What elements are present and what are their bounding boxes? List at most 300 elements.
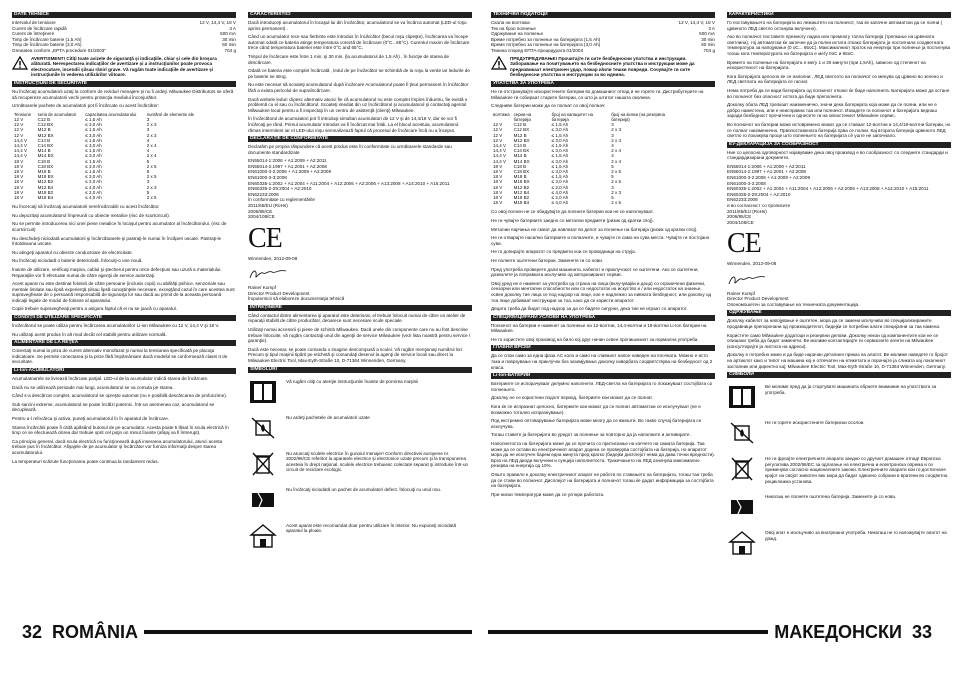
- language-title: ROMÂNIA: [52, 621, 139, 642]
- safety-paragraph: Не го допирајте апаратот со предмети кои се проводници на струја.: [491, 249, 636, 255]
- place-date: Winnenden, 2012-09-08: [248, 255, 298, 261]
- damaged-battery-icon: [727, 494, 757, 520]
- declaration-intro: Ние со целосна одговорност изјавуваме дека овој производ е во сообразност со следните стандарди и стандардизирани документи.: [727, 149, 948, 161]
- table-cell: 5: [611, 174, 614, 180]
- table-cell: 3: [611, 184, 614, 190]
- table-cell: ≤ 4,0 Ah: [85, 194, 102, 200]
- standard-item: EN60335-1:2002 + A1:2004 + A11:2004 + A12:2006 + A2:2006 + A13:2008 + A14:2010 + A15:2011: [248, 180, 450, 186]
- table-header: capacitatea acumulatorului: [85, 111, 137, 117]
- table-row: [491, 200, 681, 205]
- maintenance-header: ÎNTREŢINERE: [248, 305, 472, 311]
- table-cell: 12 V: [493, 127, 503, 133]
- table-cell: 12 V: [14, 116, 24, 122]
- table-cell: 18 V: [14, 189, 24, 195]
- table-header: numărul de elemente ale: [146, 111, 195, 117]
- page-number: 33: [911, 621, 932, 642]
- standard-item: 2011/65/EU (RoHs): [248, 203, 288, 209]
- warning-triangle-icon: [12, 56, 28, 70]
- tech-value: 12 V, 14,4 V, 18 V: [199, 20, 236, 25]
- standard-item: EN60335-2-29:2004 + A2:2010: [727, 191, 791, 197]
- table-cell: 3: [146, 116, 150, 122]
- mains-header: ALIMENTARE DE LA REŢEA: [12, 340, 236, 346]
- battery-table: [491, 112, 681, 206]
- symbol-text: Овој апат е искључиво за внатрешна употреба. Никогаш не го изложувајте апатот на дожд.: [765, 530, 947, 541]
- table-cell: ≤ 3,0 Ah: [551, 137, 569, 143]
- feature-paragraph: Când un acumulator rece sau fierbinte este introdus în încărcător (becul roşu clipeşte), încărcarea va începe automat odată ce bateria atinge temperatura corectă de încărcare (0°C...65°C). Curentul maxim de încărcare trece când temperatura bateriei este între 0°C and 65°C.: [248, 34, 470, 51]
- table-cell: M18 BX: [37, 174, 54, 180]
- standard-item: EN61000-3-3:2008: [248, 175, 287, 181]
- table-cell: C14 BX: [37, 142, 54, 148]
- table-cell: M18 B4: [513, 200, 530, 206]
- table-cell: 4: [611, 142, 614, 148]
- safety-paragraph: Пред употреба проверете дали машината, кабелот и приклучокот се оштетени. Ако се оштетени, дозволете ја поправката исклучиво од авторизиранот сервис.: [491, 266, 699, 278]
- symbol-text: Vă rugăm citiţi cu atenţie instrucţiunile înainte de pornirea maşinii: [286, 378, 419, 384]
- no-fire-battery-icon: [248, 415, 278, 441]
- table-cell: M18 B4: [37, 194, 54, 200]
- ce-mark: CE: [248, 222, 282, 254]
- feature-paragraph: Доколку обата ЛЕД трепкаат наизменично, значи дека батеријата која може да се полни, или не е добро наместена, или е неисправна таа или полначот. Извадете ги полначот и батеријата веднаш заради безбедност прочитени и однесете ги на овластениот Milwaukee сервис.: [727, 102, 937, 119]
- safety-header: INSTRUCŢIUNI DE SECURITATE: [12, 81, 236, 87]
- tech-label: Curent de întreţinere: [12, 31, 55, 37]
- symbol-row: [248, 523, 472, 549]
- warning-triangle-icon: [491, 56, 507, 70]
- table-cell: 2 x 5: [611, 179, 621, 185]
- tech-label: Timp de încărcare baterie (1,5 Ah): [12, 36, 82, 42]
- safety-paragraphs: [12, 204, 236, 312]
- table-cell: 3: [611, 132, 614, 138]
- symbols-header: СИМБОЛИ: [727, 372, 951, 378]
- language-title: МАКЕДОНСКИ: [774, 621, 902, 642]
- table-cell: ≤ 3,0 Ah: [551, 148, 569, 154]
- tech-value: 704 g: [703, 47, 715, 53]
- features-header: КАРАКТЕРИСТИКИ: [727, 12, 951, 18]
- table-row: [12, 195, 202, 200]
- maintenance-paragraph: Utilizaţi numai accesorii şi piese de schimb Milwaukee. Dacă unele din componente care nu au fost descrise trebuie înlocuite, vă rugăm contactaţi unul din agenţii de service Milwaukee (vezi lista noastră pentru service / garanţie).: [248, 326, 471, 344]
- standard-item: EN55014-1:2006 + A1:2009 + A2:2011: [727, 163, 806, 169]
- table-cell: ≤ 2,0 Ah: [85, 189, 102, 195]
- signer-title: Director Product Development: [727, 296, 789, 302]
- li-ion-paragraph: Sub sarcini extreme, acumulatorul se poate încălzi puternic. Într-un asemenea caz, acumulatorul se decuplează.: [12, 401, 215, 413]
- ce-mark: CE: [727, 228, 761, 260]
- tech-value: 500 mA: [220, 31, 236, 37]
- table-header: Tensiune: [14, 111, 32, 117]
- place-date: Winnenden, 2012-09-08: [727, 261, 777, 267]
- feature-paragraph: Dacă ambele leduri clipesc alternativ atunci fie că acumulatorul nu este complet împins înăuntru, fie există o problemă cu el sau cu încărcătorul. Scoateţi imediat din uz încărcătorul şi acumulatorul şi contactaţi agentul Milwaukee local pentru a fi inspectaţi în un centru de asistenţă (clienţi) Milwaukee.: [248, 96, 468, 113]
- tech-label: Curent de încărcare rapidă: [12, 25, 67, 31]
- li-ion-paragraph: Под екстремно оптоварување батеријата може многу да се вжешти. Во такво случај батеријата се исклучува.: [491, 418, 702, 429]
- table-cell: C12 B: [37, 116, 51, 122]
- battery-table: [12, 112, 202, 200]
- symbol-row: [727, 456, 951, 484]
- right-column: [491, 12, 715, 604]
- standard-item: EN60335-1:2002 + A1:2004 + A11:2004 + A12:2006 + A2:2006 + A13:2008 + A14:2010 + A15:2011: [727, 186, 929, 192]
- feature-paragraph: Dacă introduceţi acumulatorul în locaşul lui din încărcător, acumulatorul se va încărca automat (LED-ul roşu aprins permanent) .: [248, 20, 467, 31]
- footer-stripe: [144, 630, 472, 634]
- table-cell: ≤ 2,0 Ah: [551, 194, 569, 200]
- table-cell: 5: [611, 194, 614, 200]
- mains-header: ГЛАВНИ ВРСКИ: [491, 345, 715, 351]
- svg-text:i: i: [740, 393, 744, 404]
- standard-item: EN55014-2:1997 + A1:2001 + A2:2008: [248, 163, 327, 169]
- standard-item: 2004/108/CE: [248, 214, 275, 220]
- conditions-text: Полначот на батерии е наменет за полнење на 12-волтни, 14,4-волтни и 18-волтни Li-Ion батерии на Milwaukee.: [491, 322, 707, 334]
- li-ion-header: Li-Ion-ACUMULATORI: [12, 368, 236, 374]
- table-cell: 14,4 V: [493, 142, 507, 148]
- safety-batteries-intro: Următoarele pachete de acumulatori pot fi încărcate cu acest încărcător:: [12, 103, 160, 109]
- table-cell: 2 x 3: [146, 132, 157, 138]
- table-cell: 5: [146, 158, 150, 164]
- table-cell: ≤ 3,0 Ah: [551, 168, 569, 174]
- table-cell: ≤ 1,5 Ah: [85, 158, 102, 164]
- conditions-text-2: Nu utilizaţi acest produs în alt mod decât cel stabilit pentru utilizare normală.: [12, 331, 167, 337]
- table-cell: ≤ 4,0 Ah: [551, 189, 569, 195]
- table-cell: ≤ 1,5 Ah: [551, 142, 569, 148]
- tech-value: 30 min: [701, 36, 715, 42]
- declaration-header: DECLARAŢIE DE CONFORMITATE: [248, 136, 472, 142]
- table-cell: 18 V: [493, 163, 503, 169]
- feature-paragraph: Timpul de încărcare este între 1 min. şi 30 min. (la acumulatorul de 1,5 Ah) , în funcţie de starea de descărcare.: [248, 53, 450, 65]
- table-cell: 2 x 5: [146, 174, 157, 180]
- table-cell: ≤ 1,5 Ah: [85, 116, 102, 122]
- table-cell: 12 V: [493, 137, 503, 143]
- table-cell: 18 V: [14, 158, 24, 164]
- far-right-column: [727, 12, 951, 604]
- li-ion-paragraph: Доколку не се користени подолг период, батериите кои можат да се полнат.: [491, 395, 653, 401]
- tech-value: 30 min: [222, 36, 236, 42]
- table-cell: 4: [146, 148, 150, 154]
- maintenance-paragraphs: [248, 313, 472, 364]
- table-cell: ≤ 3,0 Ah: [85, 153, 102, 159]
- tech-value: 60 min: [701, 42, 715, 48]
- table-cell: 14,4 V: [14, 137, 28, 143]
- warning-block: [491, 56, 715, 78]
- page-number: 32: [22, 621, 43, 642]
- table-cell: ≤ 4,0 Ah: [85, 184, 102, 190]
- table-cell: M18 BX: [513, 179, 530, 185]
- declaration-header: ЕУ-ДЕКЛАРАЦИЈА ЗА СООБРАЗНОСТ: [727, 142, 951, 148]
- table-cell: 4: [611, 153, 614, 159]
- tech-label: Време потребно за полнење на батеријата (1,5 Ah): [491, 36, 601, 42]
- safety-paragraph: Со овој полнач не се обидувајте да полните батерии кои не се наполнуваат.: [491, 209, 654, 215]
- table-cell: ≤ 1,5 Ah: [551, 122, 569, 128]
- table-cell: ≤ 3,0 Ah: [85, 132, 102, 138]
- read-manual-icon: [248, 379, 278, 405]
- tech-value: 500 mA: [699, 31, 715, 37]
- read-manual-icon: [727, 384, 757, 410]
- table-cell: 3: [146, 127, 150, 133]
- symbol-text: Nu încărcaţi niciodată un pachet de acumulatori defect. Înlocuiţi cu unul nou.: [286, 486, 442, 492]
- table-cell: C18 B: [513, 163, 527, 169]
- table-cell: 18 V: [14, 174, 24, 180]
- table-cell: 18 V: [14, 168, 24, 174]
- safety-paragraph: Не полнете оштетени батерии. Заменете ги со нови.: [491, 257, 604, 263]
- table-cell: ≤ 3,0 Ah: [551, 127, 569, 133]
- table-cell: ≤ 1,5 Ah: [551, 163, 569, 169]
- table-cell: 3: [611, 122, 614, 128]
- tech-label: Timp de încărcare baterie (3,0 Ah): [12, 42, 82, 48]
- indoor-use-house-icon: [248, 523, 278, 549]
- table-cell: 5: [146, 168, 150, 174]
- feature-paragraph: Го поставувањето на батеријата во лежиштето на полначот, таа ќе започне автоматски да се полни ( црвеното ЛЕД светло останува вклучено).: [727, 20, 943, 31]
- table-cell: 12 V: [14, 122, 24, 128]
- features-paragraphs: [727, 20, 951, 139]
- table-cell: 18 V: [493, 189, 503, 195]
- table-cell: ≤ 3,0 Ah: [551, 158, 569, 164]
- li-ion-paragraph: La temperaturi scăzute funcţionarea poate continua la randament redus.: [12, 458, 159, 464]
- symbol-text: Acest aparat este recomandat doar pentru utilizare în interior. Nu expuneţi niciodată aparatul la ploaie.: [286, 522, 457, 534]
- maintenance-paragraph: Доколку кабелот за напојување е оштетен, мора да се замени исклучиво во специјализираните продавници препорачани од производителот, бидејќи се потребни алати специјални за таа намена.: [727, 318, 941, 329]
- table-cell: 12 V: [14, 127, 24, 133]
- table-cell: 18 V: [493, 184, 503, 190]
- table-cell: ≤ 1,5 Ah: [85, 168, 102, 174]
- table-cell: 2 x 3: [146, 122, 157, 128]
- table-header: број на ќелии (на резервна батерија): [611, 111, 665, 122]
- maintenance-header: ОДРЖУВАЊЕ: [727, 310, 951, 316]
- indoor-use-house-icon: [727, 530, 757, 556]
- symbol-text: Nu ardeţi pachetele de acumulatori uzate: [286, 414, 370, 420]
- table-header: серии на батерија: [513, 111, 532, 122]
- tech-label: Време потребно за полнење на батеријата (3,0 Ah): [491, 42, 601, 48]
- table-cell: C14 B: [37, 137, 51, 143]
- table-cell: ≤ 1,5 Ah: [85, 148, 102, 154]
- safety-paragraph: Nu încercaţi să încărcaţi acumulatorii nereîncărcabili cu acest încărcător.: [12, 204, 160, 210]
- symbol-text: Не ги горете искористените батериски осолои.: [765, 420, 865, 426]
- table-cell: 18 V: [14, 179, 24, 185]
- table-cell: M18 B: [37, 168, 51, 174]
- table-cell: M18 B2: [37, 189, 54, 195]
- table-cell: ≤ 3,0 Ah: [85, 163, 102, 169]
- tech-label: Тежина според ЕПТА-процедурата 01/2003: [491, 47, 584, 53]
- li-ion-paragraph: При ниски температури може да се успори работата.: [491, 491, 605, 497]
- table-cell: ≤ 1,5 Ah: [551, 132, 569, 138]
- standard-item: EN55014-1:2006 + A1:2009 + A2:2011: [248, 158, 327, 164]
- table-cell: ≤ 1,5 Ah: [551, 153, 569, 159]
- table-cell: 18 V: [493, 194, 503, 200]
- feature-paragraph: Ако во полначот поставите премногу ладна или премногу топла батерија (трепкање на црвената светлина), тој автоматски ќе започне да ја полни истата откако батеријата ја постигнала соодветната температура за напојување (0 oC... 65oC). Максималниот проток на енергија при полнење ја постигнува тогаш кога температурата на батеријата е меѓу 0oC и 65oC.: [727, 34, 951, 56]
- table-cell: C14 BX: [513, 148, 530, 154]
- standard-item: EN61000-3-3:2008: [727, 180, 766, 186]
- signer-note: Опономошетен за составување на техничката документација.: [727, 301, 860, 307]
- tech-label: Одржување на полнење: [491, 31, 544, 37]
- table-cell: C12 B: [513, 122, 527, 128]
- table-cell: 14,4 V: [14, 153, 28, 159]
- standards-list: [248, 158, 472, 220]
- mains-text: Conectaţi numai la priza de curent alternativ monofazat şi numai la tensiunea specificată pe placuţa indicatoare. Se permite conectarea şi la prize fără împământare dacă modelul se conformează clasei II de securitate.: [12, 348, 228, 365]
- table-cell: M18 B: [513, 174, 527, 180]
- table-cell: 18 V: [14, 184, 24, 190]
- maintenance-paragraphs: [727, 318, 951, 369]
- maintenance-paragraph: Când contactul dintre alimentarea şi aparatul este deteriorat, el trebuie înlocuit numai de către un atelier de reparaţii stabilit de către producător, deoarece sunt necesare scule speciale.: [248, 312, 466, 324]
- table-cell: M12 B2: [37, 179, 54, 185]
- table-cell: 4: [146, 137, 150, 143]
- table-cell: 2 x 5: [146, 163, 157, 169]
- tech-data-list: [491, 20, 715, 54]
- standard-item: EN60335-2-29:2004 + A2:2010: [248, 186, 312, 192]
- table-cell: ≤ 3,0 Ah: [85, 174, 102, 180]
- table-cell: 2 x 3: [611, 189, 621, 195]
- tech-row: [12, 48, 236, 54]
- safety-paragraph: Децата треба да бидат под надзор за да се бидете сигурни, дека тие не играат со апаратот.: [491, 306, 688, 312]
- standard-item: EN62233:2008: [248, 191, 279, 197]
- features-header: CARACTERISTICI: [248, 12, 472, 18]
- tech-row: [491, 48, 715, 54]
- table-cell: C18 BX: [37, 163, 54, 169]
- warning-text: AVERTISMENT! Citiţi toate avizele de siguranţă şi indicaţiile, chiar şi cele din broşura alăturată. Nerespectarea indicaţiilor de avertizare şi a instrucţiunilor poate provoca electrocutare, incendii şi/sau răniri grave. Vă rugăm toate indicaţiile de avertizare şi instrucţiunile în vederea utilizărilor viitoare.: [31, 55, 217, 78]
- standard-item: 2011/65/EU (RoHs): [727, 208, 767, 214]
- left-column: [12, 12, 236, 604]
- standard-item: 2006/95/CE: [727, 214, 752, 220]
- tech-value: 12 V, 14,4 V, 18 V: [678, 20, 715, 25]
- standard-item: 2006/95/CE: [248, 208, 273, 214]
- standards-list: [727, 164, 951, 226]
- crossed-bin-icon: [248, 451, 278, 477]
- symbols-header: SIMBOLURI: [248, 367, 472, 373]
- signer-note: Împuternicit să elaboreze documentaţia tehnică: [248, 296, 345, 302]
- table-cell: 5: [146, 189, 150, 195]
- table-cell: 14,4 V: [493, 148, 507, 154]
- footer-stripe: [488, 630, 768, 634]
- maintenance-paragraph: Користете само Milwaukee додатоци и резервни делови. Доколку некои од компонентите кои не се опишани треба да бидат заменети, Ве молиме контактирајте ги сервисните агенти на Milwaukee (консултирајте ја листата на адреси).: [727, 332, 939, 349]
- symbol-row: [727, 530, 951, 556]
- safety-paragraph: Металии парчиња не смеат да навлезат во делот за полнење на батерија (ризик од кратки спој).: [491, 226, 698, 232]
- table-header: волтажа: [493, 111, 510, 117]
- table-cell: 2 x 3: [611, 137, 621, 143]
- symbol-text: Никогаш не полнете оштетена батерија. Заменете ја со нова.: [765, 494, 897, 500]
- table-cell: ≤ 3,0 Ah: [551, 179, 569, 185]
- table-cell: M12 BX: [513, 137, 530, 143]
- safety-paragraph: Nu încărcaţi niciodată o baterie deteriorată. Înlocuiţi-o une nouă.: [12, 258, 143, 264]
- table-cell: C18 BX: [513, 168, 530, 174]
- table-cell: 18 V: [493, 200, 503, 206]
- standard-item: EN62233:2008: [727, 197, 758, 203]
- li-ion-paragraph: Dacă nu se utilizează perioade mai lungi, acumulatorul se va comuta pe starea.: [12, 384, 174, 390]
- table-cell: M18 B2: [513, 194, 530, 200]
- conditions-header: CONDIŢII DE UTILIZARE SPECIFICATE: [12, 315, 236, 321]
- conditions-text-2: Не го користете овој производ на било кој друг начин освен пропишаниот за нормална употреба.: [491, 336, 699, 342]
- symbol-row: [248, 415, 472, 441]
- li-ion-paragraph: Тогаш ставете ја батеријата во уредот за полнење за повторно да ја наполните и активирате.: [491, 432, 691, 438]
- table-cell: 2 x 3: [146, 184, 157, 190]
- feature-paragraph: În încărcătorul de acumulatori pot fi introduşi simultan acumulatori de 12 V şi de 14,4/18 V, dar se vor fi încărcaţi pe rând. Primul acumulator introdus va fi încărcat mai întâi. La el blocul acestuia, acumulatorul rămas intermitent iar el LED-ului roşu semnalizează faptul că procesul de încărcare încă nu a început.: [248, 116, 459, 133]
- table-cell: 18 V: [493, 168, 503, 174]
- standard-item: EN61000-3-2:2006 + A1:2009 + A2:2009: [727, 175, 811, 181]
- table-cell: ≤ 3,0 Ah: [85, 142, 102, 148]
- feature-paragraph: Времето на полнење на батеријата е меѓу 1 и 30 минути (при 1,5Ah), зависно од степенот на искористеност на батеријата.: [727, 59, 926, 71]
- safety-paragraph: Nu atingeţi aparatul cu obiecte conductoare de electricitate.: [12, 249, 133, 255]
- safety-paragraph: Copiii trebuie supravegheaţi pentru a asigura faptul că ei nu se joacă cu aparatul.: [12, 306, 177, 312]
- symbol-text: Не ги фрлајте електричните апарати заедно со другиот домашен отпад! Европска регулатива 2002/96/ЕС за одлагање на електрична и електронска опрема и се применува согласно националните закони. Електричните апарати кои го достигнале крајот на својот животен век мора да бидат одвоено собрани и вратени во соодветна рециклажна установа.: [765, 456, 948, 484]
- safety-intro: Nu încărcaţi acumulatorii uzaţi la conform de reziduri menajere şi nu îi ardeţi. Milwaukee Distributors se oferă să recupereze acumulatorii vechi pentru protecţia mediului înconjurător.: [12, 88, 234, 100]
- tech-value: 3 A: [229, 25, 236, 31]
- declaration-intro: Declarăm pe propria răspundere că acest produs este în conformitate cu următoarele standarde sau documente standardizate: [248, 144, 452, 155]
- table-cell: 5: [611, 163, 614, 169]
- table-cell: 14,4 V: [493, 153, 507, 159]
- table-cell: 18 V: [493, 174, 503, 180]
- table-cell: C12 BX: [37, 122, 54, 128]
- li-ion-header: Li-Ion-БАТЕРИИ: [491, 373, 715, 379]
- svg-text:i: i: [261, 387, 265, 398]
- tech-label: Greutatea conform „EPTA procedure 01/2003": [12, 47, 106, 53]
- safety-paragraph: Nu se permite introducerea nici unei piese metalice în locaşul pentru acumulator al încărcătorului. (risc de scurtcircuit): [12, 221, 227, 232]
- table-cell: M12 B4: [37, 184, 54, 190]
- feature-paragraph: Odată ce bateria este complet încărcată , ledul de pe încărcător se schimbă de la roşu la verde iar ledurile de pe baterie se sting.: [248, 68, 470, 79]
- table-cell: 2 x 4: [146, 142, 157, 148]
- safety-paragraph: Înainte de utilizare, verificaţi maşina, cablul şi ştecherul pentru orice defecţiuni sau uzură a materialului. Reparaţiile vor fi efectuate numai de către agenţii de service autorizaţi.: [12, 266, 222, 278]
- tech-value: 60 min: [222, 42, 236, 48]
- table-cell: M14 B: [37, 148, 51, 154]
- conditions-text: Încărcătorul se poate utiliza pentru încărcarea acumulatorilor Li-ion Milwaukee cu 12 V, 14,4 V şi 18 V.: [12, 323, 220, 329]
- mains-text: Да се спои само за една фаза AC коло и само на главниот напон наведен на плочката. Можно е исто така и поврзување на приклучок без заземјување доколку изведбата соодветствува на безбедност од 2 класа.: [491, 353, 713, 370]
- table-cell: ≤ 1,5 Ah: [551, 174, 569, 180]
- table-cell: ≤ 4,0 Ah: [551, 200, 569, 206]
- standard-item: în conformitate cu reglementările: [248, 197, 315, 203]
- table-cell: 18 V: [14, 194, 24, 200]
- maintenance-paragraph: Доколку е потребно може и да биде нарачан деталиен приказ на алатот. Ве молиме наведете го бројот на артиклот како и типот на машина кој е отпечатен на етикетата и порачајте ја сликата кај локалниот застапник или директно кај: Milwaukee Electric Tool, Max-Eyth-Straße 10, D-71364 Winnenden, Germany.: [727, 352, 948, 369]
- table-cell: ≤ 3,0 Ah: [85, 122, 102, 128]
- feature-paragraph: Кога батеријата целосно ќе се наполни , ЛЕД светлото на полначот се менува од црвено во зелено и ЛЕД светлата на батеријата се гаснат.: [727, 73, 943, 85]
- safety-paragraph: Nu depozitaţi acumulatorul împreună cu obiecte metalice (risc de scurtcircuit).: [12, 212, 171, 218]
- tech-label: Intervalul de tensiune: [12, 20, 56, 25]
- tech-value: 3 A: [708, 25, 715, 31]
- signature-image: [248, 267, 288, 281]
- table-cell: 3: [146, 179, 150, 185]
- symbol-text: Nu aruncaţi sculele electrice în gunoiul menajer! Conform directivei europene nr. 2002/96/CE referitor la aparatele electrice şi electronice uzate precum şi la transpunerea acesteia în drept naţional, sculele electrice trebuiesc colectate separat şi introduse într-un circuit de reciclare ecologic.: [286, 450, 469, 473]
- table-cell: ≤ 2,0 Ah: [85, 179, 102, 185]
- table-cell: M14 BX: [513, 158, 530, 164]
- symbol-row: [248, 451, 472, 477]
- warning-block: [12, 56, 236, 78]
- standard-item: и во согласност со прописите: [727, 203, 791, 209]
- crossed-bin-icon: [727, 456, 757, 482]
- features-paragraphs: [248, 20, 472, 133]
- right-page-footer: [488, 617, 942, 647]
- feature-paragraph: Nu este necesar să scoateţi acumulatorul după încărcare Acumulatorul poate fi ţinut permanent în încărcător fără a exista pericolul de supraîncărcare.: [248, 82, 469, 93]
- safety-paragraph: Не ги отварајте насилно батериите и полначите, и чувајте ги само на сува места. Чувајте ги постојано суви.: [491, 235, 710, 246]
- li-ion-paragraphs: [491, 381, 715, 497]
- table-cell: C18 B: [37, 158, 51, 164]
- table-cell: 14,4 V: [14, 142, 28, 148]
- li-ion-paragraph: Ca principiu general, dacă scula electrică nu funcţionează după inserarea acumulatorului, atunci acesta trebuie pus în încărcător. Afişajele de pe acumulator şi încărcător vor furniza informaţii despre starea acumulatorului.: [12, 438, 223, 455]
- table-cell: C14 B: [513, 142, 527, 148]
- center-column: [248, 12, 472, 604]
- table-cell: M12 B4: [513, 189, 530, 195]
- tech-value: 704 g: [224, 47, 236, 53]
- symbol-row: [727, 384, 951, 410]
- table-cell: M12 B2: [513, 184, 530, 190]
- table-cell: 2 x 4: [146, 153, 157, 159]
- tech-data-header: ТЕХНИЧКИ ПОДАТОЦИ: [491, 12, 715, 18]
- table-cell: 12 V: [14, 132, 24, 138]
- feature-paragraph: Нема потреба да се вади батеријата од полначот откако ќе биде наполнета. Батеријата може да остане во полначот без опасност истата да биде преполнета.: [727, 87, 950, 99]
- table-cell: M12 B: [37, 127, 51, 133]
- table-cell: 2 x 5: [146, 194, 157, 200]
- table-cell: C12 BX: [513, 127, 530, 133]
- safety-batteries-intro: Следниве батерии може да се полнат со овој полнач:: [491, 103, 606, 109]
- table-cell: 2 x 4: [611, 158, 621, 164]
- table-cell: 14,4 V: [14, 148, 28, 154]
- table-cell: 18 V: [493, 179, 503, 185]
- table-cell: 2 x 5: [611, 200, 621, 206]
- symbol-row: [248, 487, 472, 513]
- symbol-row: [727, 494, 951, 520]
- safety-paragraph: Овој уред не е наменет за употреба од страна на лица (вклучувајќи и деца) со ограничени физички, сензорни или ментални способности или со недостаток на искуство и / или недостаток на знаење, освен доколку тие лица се под надзор на лице, кое е надлежно за нивната безбедност, или доколку од тоа лице добиваат инструкции за тоа, како да се користи апаратот.: [491, 280, 712, 303]
- safety-paragraph: Не ги чувајте батериите заедно со метални предмети (ризик од кратки спој).: [491, 217, 654, 223]
- signer-name: Rainer Kumpf: [727, 290, 756, 296]
- table-cell: M12 BX: [37, 132, 54, 138]
- table-cell: 12 V: [493, 132, 503, 138]
- table-cell: M14 BX: [37, 153, 54, 159]
- table-cell: 14,4 V: [493, 158, 507, 164]
